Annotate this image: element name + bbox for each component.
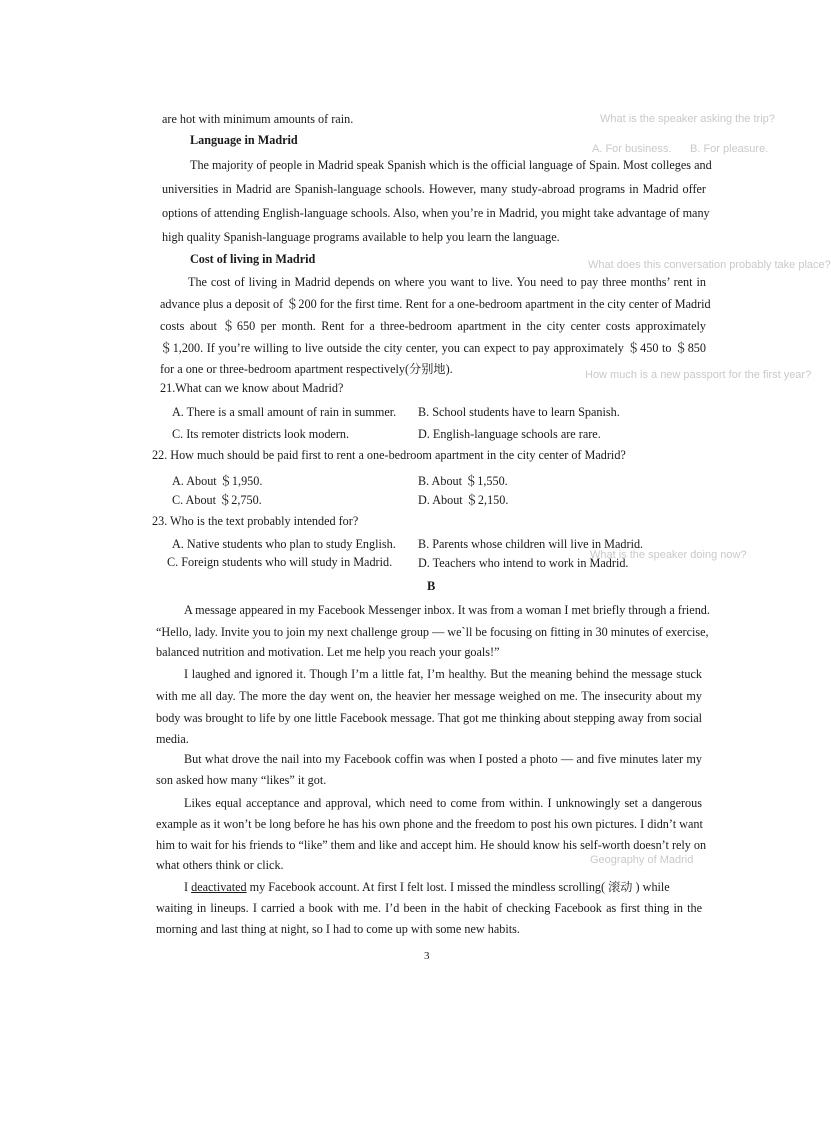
- question-stem: 22. How much should be paid first to rent a one-bedroom apartment in the city center of Madrid?: [152, 448, 626, 462]
- bleed-through-text: A. For business.: [592, 143, 672, 155]
- bleed-through-text: Geography of Madrid: [590, 854, 694, 866]
- section-heading: Language in Madrid: [190, 133, 298, 147]
- passage-text-line: [184, 879, 702, 895]
- answer-option[interactable]: B. Parents whose children will live in Madrid.: [418, 537, 644, 551]
- section-label: B: [427, 579, 436, 593]
- passage-text-line: costs about ＄650 per month. Rent for a three-bedroom apartment in the city center costs approximately: [160, 319, 706, 333]
- passage-text-line: media.: [156, 732, 189, 746]
- passage-text-line: for a one or three-bedroom apartment respectively(分别地).: [160, 362, 453, 376]
- passage-text-line: balanced nutrition and motivation. Let me help you reach your goals!”: [156, 645, 500, 659]
- passage-text-line: Likes equal acceptance and approval, which need to come from within. I unknowingly set a dangerous: [184, 796, 702, 810]
- bleed-through-text: What is the speaker doing now?: [590, 549, 747, 561]
- passage-text-line: body was brought to life by one little Facebook message. That got me thinking about stepping away from social: [156, 711, 702, 725]
- passage-text-line: waiting in lineups. I carried a book with me. I’d been in the habit of checking Facebook as first thing in the: [156, 901, 702, 915]
- section-heading: Cost of living in Madrid: [190, 252, 316, 266]
- passage-text-line: ＄1,200. If you’re willing to live outside the city center, you can expect to pay approximately ＄450 to ＄850: [160, 341, 706, 355]
- passage-text-line: The majority of people in Madrid speak Spanish which is the official language of Spain. Most colleges and: [190, 158, 712, 172]
- passage-text-line: I laughed and ignored it. Though I’m a little fat, I’m healthy. But the meaning behind the message stuck: [184, 667, 702, 681]
- answer-option[interactable]: D. About ＄2,150.: [418, 493, 509, 507]
- passage-text-line: The cost of living in Madrid depends on where you want to live. You need to pay three months’ rent in: [188, 275, 706, 289]
- answer-option[interactable]: C. Foreign students who will study in Madrid.: [167, 555, 393, 569]
- passage-text-line: example as it won’t be long before he has his own phone and the freedom to post his own pictures. I didn’t want: [156, 817, 703, 831]
- passage-text-line: morning and last thing at night, so I had to come up with some new habits.: [156, 922, 520, 936]
- passage-text-line: options of attending English-language schools. Also, when you’re in Madrid, you might take advantage of many: [162, 206, 710, 220]
- bleed-through-text: B. For pleasure.: [690, 143, 769, 155]
- answer-option[interactable]: A. About ＄1,950.: [172, 474, 263, 488]
- answer-option[interactable]: B. School students have to learn Spanish.: [418, 405, 620, 419]
- bleed-through-text: What is the speaker asking the trip?: [600, 113, 775, 125]
- passage-text-line: universities in Madrid are Spanish-language schools. However, many study-abroad programs in Madrid offer: [162, 182, 706, 196]
- passage-text-line: A message appeared in my Facebook Messenger inbox. It was from a woman I met briefly through a friend.: [184, 603, 710, 617]
- answer-option[interactable]: A. Native students who plan to study English.: [172, 537, 396, 551]
- passage-text-line: son asked how many “likes” it got.: [156, 773, 327, 787]
- answer-option[interactable]: C. Its remoter districts look modern.: [172, 427, 350, 441]
- page-number: 3: [424, 950, 430, 962]
- bleed-through-text: How much is a new passport for the first year?: [585, 369, 812, 381]
- question-stem: 21.What can we know about Madrid?: [160, 381, 344, 395]
- passage-text-line: what others think or click.: [156, 858, 284, 872]
- line-text: I: [184, 880, 192, 894]
- passage-text-line: him to wait for his friends to “like” them and like and accept him. He should know his self-worth doesn’t rely on: [156, 838, 707, 852]
- answer-option[interactable]: D. Teachers who intend to work in Madrid.: [418, 556, 629, 570]
- question-stem: 23. Who is the text probably intended for?: [152, 514, 359, 528]
- passage-text-line: advance plus a deposit of ＄200 for the first time. Rent for a one-bedroom apartment in the city center of Madrid: [160, 297, 711, 311]
- passage-text-line: But what drove the nail into my Facebook coffin was when I posted a photo — and five minutes later my: [184, 752, 702, 766]
- answer-option[interactable]: A. There is a small amount of rain in summer.: [172, 405, 397, 419]
- bleed-through-text: What does this conversation probably take place?: [588, 259, 831, 271]
- passage-text-line: with me all day. The more the day went on, the heavier her message weighed on me. The insecurity about my: [156, 689, 702, 703]
- line-text: my Facebook account. At first I felt lost. I missed the mindless scrolling( 滚动 ) while: [246, 880, 670, 894]
- answer-option[interactable]: C. About ＄2,750.: [172, 493, 262, 507]
- passage-text-line: high quality Spanish-language programs available to help you learn the language.: [162, 230, 560, 244]
- underlined-word: deactivated: [191, 880, 247, 894]
- answer-option[interactable]: B. About ＄1,550.: [418, 474, 508, 488]
- answer-option[interactable]: D. English-language schools are rare.: [418, 427, 601, 441]
- passage-text-line: are hot with minimum amounts of rain.: [162, 112, 354, 126]
- passage-text-line: “Hello, lady. Invite you to join my next challenge group — we`ll be focusing on fitting in 30 minutes of exercise,: [156, 625, 709, 639]
